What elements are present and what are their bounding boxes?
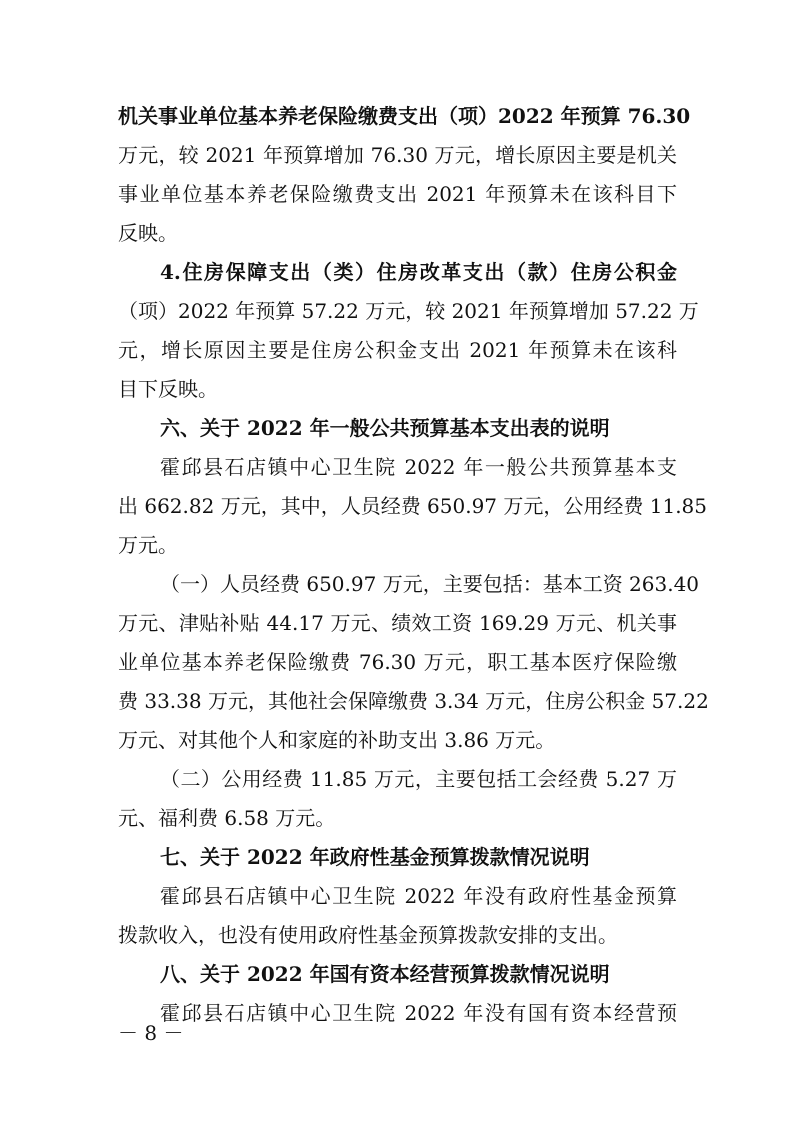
paragraph-line: 霍邱县石店镇中心卫生院 2022 年一般公共预算基本支	[160, 455, 677, 479]
paragraph-line: 霍邱县石店镇中心卫生院 2022 年没有政府性基金预算	[160, 884, 677, 908]
paragraph-line: 反映。	[118, 221, 178, 245]
paragraph-line: 费 33.38 万元，其他社会保障缴费 3.34 万元，住房公积金 57.22	[118, 689, 709, 713]
paragraph-line: 业单位基本养老保险缴费 76.30 万元，职工基本医疗保险缴	[118, 650, 677, 674]
paragraph-line: （二）公用经费 11.85 万元，主要包括工会经费 5.27 万	[160, 767, 677, 791]
section-heading: 六、关于 2022 年一般公共预算基本支出表的说明	[160, 416, 610, 440]
paragraph-line: 拨款收入，也没有使用政府性基金预算拨款安排的支出。	[118, 923, 618, 947]
paragraph-line: 万元、对其他个人和家庭的补助支出 3.86 万元。	[118, 728, 556, 752]
section-heading: 八、关于 2022 年国有资本经营预算拨款情况说明	[160, 962, 610, 986]
page-number: － 8 －	[118, 1021, 184, 1045]
paragraph-line: 万元，较 2021 年预算增加 76.30 万元，增长原因主要是机关	[118, 143, 677, 167]
paragraph-line: 事业单位基本养老保险缴费支出 2021 年预算未在该科目下	[118, 182, 677, 206]
paragraph-line: 元、福利费 6.58 万元。	[118, 806, 336, 830]
paragraph-line: 元，增长原因主要是住房公积金支出 2021 年预算未在该科	[118, 338, 677, 362]
paragraph-line: （项）2022 年预算 57.22 万元，较 2021 年预算增加 57.22 万	[118, 299, 699, 323]
paragraph-line: 万元、津贴补贴 44.17 万元、绩效工资 169.29 万元、机关事	[118, 611, 677, 635]
paragraph-line: 出 662.82 万元，其中，人员经费 650.97 万元，公用经费 11.85	[118, 494, 708, 518]
paragraph-line: 目下反映。	[118, 377, 218, 401]
paragraph-line: 机关事业单位基本养老保险缴费支出（项）2022 年预算 76.30	[118, 104, 691, 128]
paragraph-line: 万元。	[118, 533, 178, 557]
paragraph-line: （一）人员经费 650.97 万元，主要包括：基本工资 263.40	[160, 572, 700, 596]
section-heading: 七、关于 2022 年政府性基金预算拨款情况说明	[160, 845, 590, 869]
section-heading-line: 4.住房保障支出（类）住房改革支出（款）住房公积金	[160, 260, 677, 284]
paragraph-line: 霍邱县石店镇中心卫生院 2022 年没有国有资本经营预	[160, 1001, 677, 1025]
